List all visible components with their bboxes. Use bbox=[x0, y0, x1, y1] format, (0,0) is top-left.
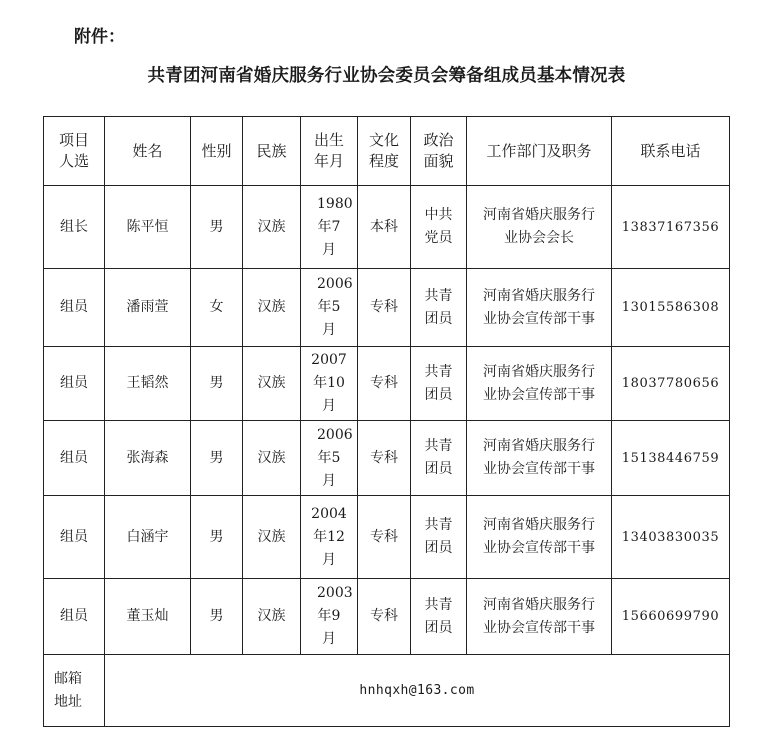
cell-education: 专科 bbox=[358, 421, 411, 496]
cell-birth: 2004年12月 bbox=[301, 496, 358, 579]
cell-political: 共青团员 bbox=[411, 269, 467, 347]
table-row bbox=[44, 579, 730, 655]
cell-phone: 13837167356 bbox=[612, 186, 730, 269]
cell-name: 张海森 bbox=[105, 421, 191, 496]
cell-role: 组员 bbox=[44, 421, 105, 496]
cell-phone: 15138446759 bbox=[612, 421, 730, 496]
table-row bbox=[44, 269, 730, 347]
table-row bbox=[44, 496, 730, 579]
header-ethnicity: 民族 bbox=[243, 117, 301, 186]
cell-department: 河南省婚庆服务行业协会会长 bbox=[467, 186, 612, 269]
cell-birth: 2006年5月 bbox=[301, 421, 358, 496]
cell-political: 中共党员 bbox=[411, 186, 467, 269]
email-row bbox=[44, 655, 730, 727]
cell-education: 本科 bbox=[358, 186, 411, 269]
cell-role: 组员 bbox=[44, 269, 105, 347]
cell-gender: 男 bbox=[191, 421, 243, 496]
cell-political: 共青团员 bbox=[411, 579, 467, 655]
cell-name: 王韬然 bbox=[105, 347, 191, 421]
header-department: 工作部门及职务 bbox=[467, 117, 612, 186]
cell-gender: 男 bbox=[191, 347, 243, 421]
cell-phone: 18037780656 bbox=[612, 347, 730, 421]
cell-education: 专科 bbox=[358, 496, 411, 579]
cell-role: 组长 bbox=[44, 186, 105, 269]
header-education: 文化程度 bbox=[358, 117, 411, 186]
table-row bbox=[44, 186, 730, 269]
cell-phone: 13403830035 bbox=[612, 496, 730, 579]
cell-gender: 男 bbox=[191, 186, 243, 269]
header-name: 姓名 bbox=[105, 117, 191, 186]
cell-role: 组员 bbox=[44, 579, 105, 655]
email-label: 邮箱地址 bbox=[44, 655, 105, 727]
cell-role: 组员 bbox=[44, 347, 105, 421]
cell-department: 河南省婚庆服务行业协会宣传部干事 bbox=[467, 579, 612, 655]
cell-ethnicity: 汉族 bbox=[243, 496, 301, 579]
cell-role: 组员 bbox=[44, 496, 105, 579]
cell-education: 专科 bbox=[358, 269, 411, 347]
cell-birth: 2003年9月 bbox=[301, 579, 358, 655]
cell-name: 白涵宇 bbox=[105, 496, 191, 579]
attachment-label: 附件： bbox=[74, 27, 125, 47]
cell-political: 共青团员 bbox=[411, 347, 467, 421]
document-title: 共青团河南省婚庆服务行业协会委员会筹备组成员基本情况表 bbox=[147, 66, 626, 86]
header-political: 政治面貌 bbox=[411, 117, 467, 186]
cell-gender: 女 bbox=[191, 269, 243, 347]
cell-birth: 2006年5月 bbox=[301, 269, 358, 347]
header-phone: 联系电话 bbox=[612, 117, 730, 186]
cell-name: 董玉灿 bbox=[105, 579, 191, 655]
cell-ethnicity: 汉族 bbox=[243, 186, 301, 269]
header-row bbox=[44, 117, 730, 186]
cell-political: 共青团员 bbox=[411, 496, 467, 579]
cell-gender: 男 bbox=[191, 579, 243, 655]
cell-phone: 13015586308 bbox=[612, 269, 730, 347]
cell-department: 河南省婚庆服务行业协会宣传部干事 bbox=[467, 347, 612, 421]
header-gender: 性别 bbox=[191, 117, 243, 186]
cell-political: 共青团员 bbox=[411, 421, 467, 496]
cell-birth: 2007年10月 bbox=[301, 347, 358, 421]
cell-ethnicity: 汉族 bbox=[243, 579, 301, 655]
cell-department: 河南省婚庆服务行业协会宣传部干事 bbox=[467, 496, 612, 579]
members-table bbox=[43, 116, 730, 727]
cell-name: 陈平恒 bbox=[105, 186, 191, 269]
cell-education: 专科 bbox=[358, 347, 411, 421]
cell-education: 专科 bbox=[358, 579, 411, 655]
cell-name: 潘雨萱 bbox=[105, 269, 191, 347]
header-role: 项目人选 bbox=[44, 117, 105, 186]
table-row bbox=[44, 347, 730, 421]
cell-ethnicity: 汉族 bbox=[243, 347, 301, 421]
email-address: hnhqxh@163.com bbox=[105, 655, 730, 727]
cell-ethnicity: 汉族 bbox=[243, 269, 301, 347]
cell-gender: 男 bbox=[191, 496, 243, 579]
cell-ethnicity: 汉族 bbox=[243, 421, 301, 496]
header-birth: 出生年月 bbox=[301, 117, 358, 186]
cell-department: 河南省婚庆服务行业协会宣传部干事 bbox=[467, 421, 612, 496]
cell-phone: 15660699790 bbox=[612, 579, 730, 655]
cell-birth: 1980年7月 bbox=[301, 186, 358, 269]
table-row bbox=[44, 421, 730, 496]
cell-department: 河南省婚庆服务行业协会宣传部干事 bbox=[467, 269, 612, 347]
